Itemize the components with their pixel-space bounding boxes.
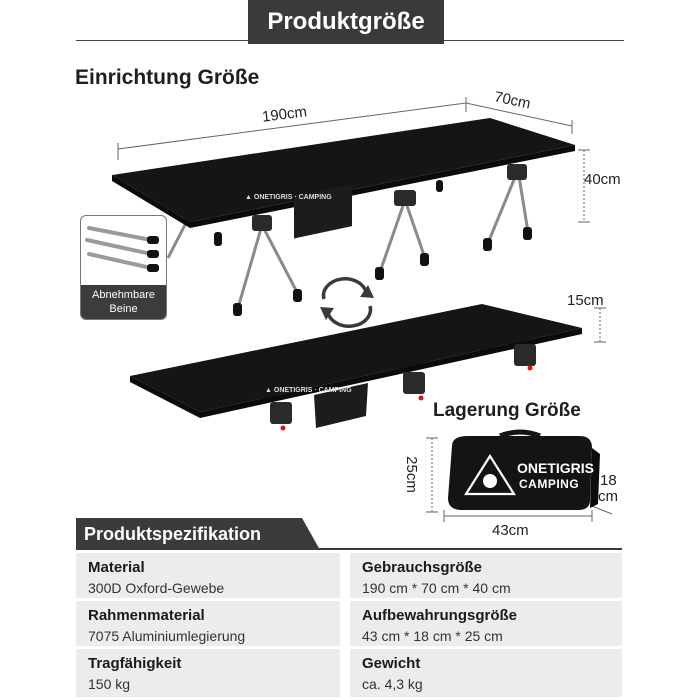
storage-depth-label-bottom: cm (598, 488, 618, 505)
spec-value: 150 kg (88, 676, 131, 692)
spec-value: 7075 Aluminiumlegierung (88, 628, 246, 644)
spec-cell (76, 649, 340, 697)
bag-brand-sub: CAMPING (519, 477, 580, 491)
spec-value: ca. 4,3 kg (362, 676, 423, 692)
spec-label: Material (88, 559, 145, 576)
upper-cot-logo: ▲ ONETIGRIS · CAMPING (245, 194, 332, 201)
storage-height-label: 25cm (402, 456, 420, 493)
spec-cell (350, 553, 622, 598)
low-height-label: 15cm (567, 292, 604, 309)
storage-depth-label-top: 18 (600, 472, 617, 489)
spec-cell (350, 649, 622, 697)
storage-size-title: Lagerung Größe (433, 400, 581, 421)
spec-label: Gebrauchsgröße (362, 559, 483, 576)
spec-value: 190 cm * 70 cm * 40 cm (362, 580, 511, 596)
detachable-legs-label: Abnehmbare Beine (81, 285, 166, 319)
width-label: 70cm (492, 88, 533, 113)
spec-value: 300D Oxford-Gewebe (88, 580, 225, 596)
spec-cell (76, 553, 340, 598)
spec-label: Tragfähigkeit (88, 655, 182, 672)
spec-label: Gewicht (362, 655, 421, 672)
setup-size-title: Einrichtung Größe (75, 66, 260, 89)
length-label: 190cm (261, 103, 308, 126)
spec-cell (350, 601, 622, 646)
spec-cell (76, 601, 340, 646)
lower-cot-logo: ▲ ONETIGRIS · CAMPING (265, 387, 352, 394)
spec-label: Rahmenmaterial (88, 607, 205, 624)
legs-icon (81, 216, 166, 286)
spec-divider (76, 548, 622, 550)
height-label: 40cm (584, 171, 621, 188)
page-title: Produktgröße (248, 0, 444, 44)
rotate-arrows-icon (320, 279, 374, 326)
bag-brand-name: ONETIGRIS (517, 460, 595, 476)
spec-label: Aufbewahrungsgröße (362, 607, 518, 624)
detachable-legs-inset (80, 215, 167, 320)
storage-width-label: 43cm (492, 522, 529, 539)
spec-value: 43 cm * 18 cm * 25 cm (362, 628, 503, 644)
spec-title: Produktspezifikation (76, 518, 302, 550)
